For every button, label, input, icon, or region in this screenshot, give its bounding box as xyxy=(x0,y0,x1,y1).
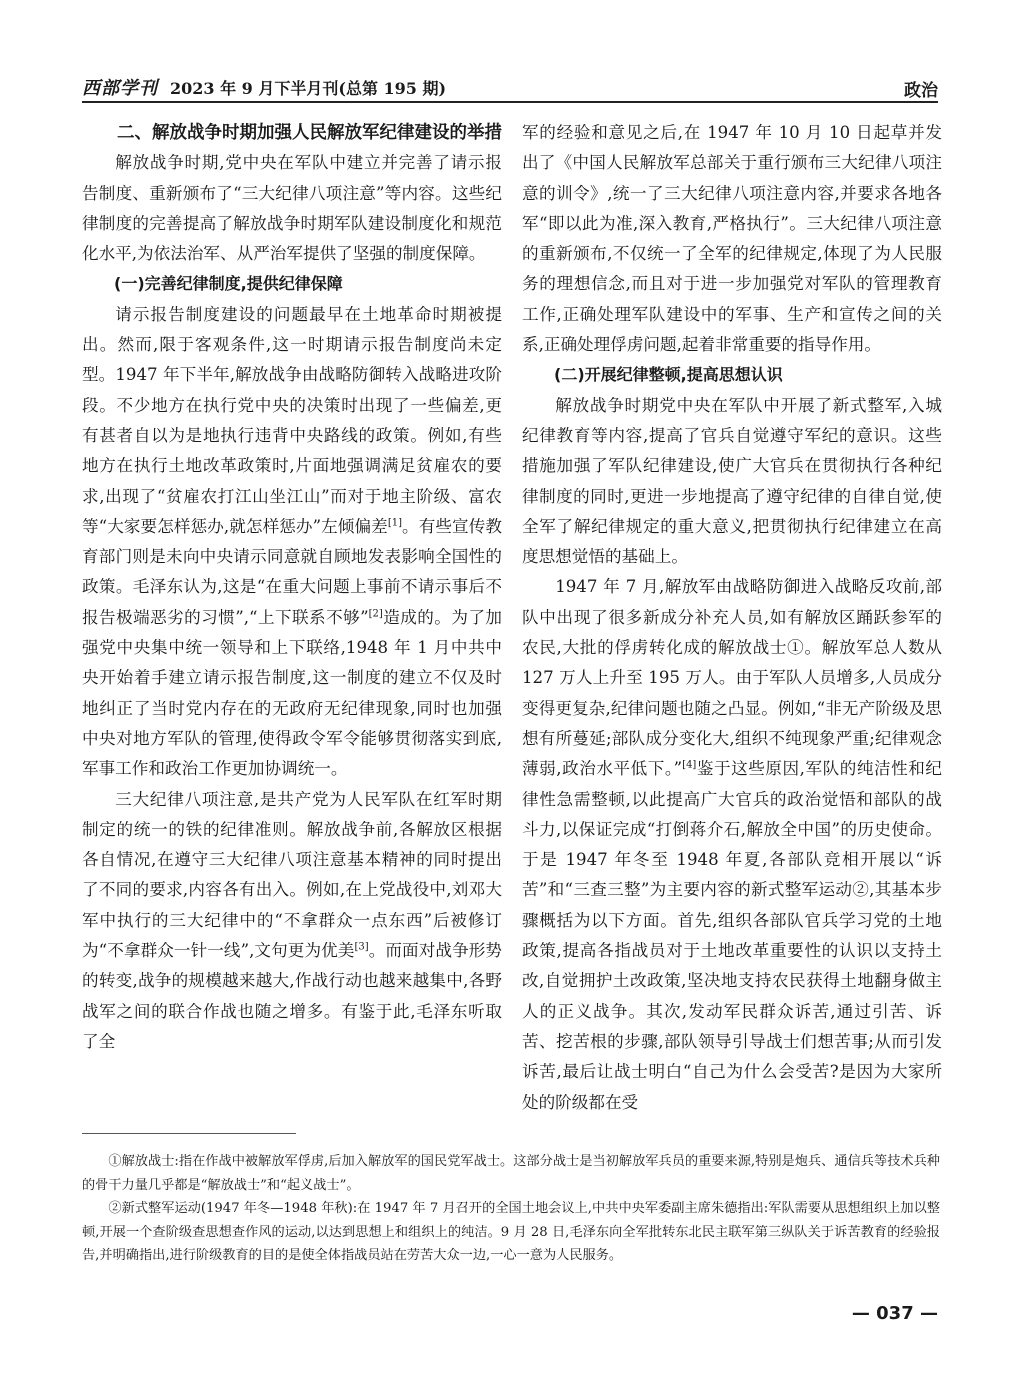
text-segment: 三大纪律八项注意,是共产党为人民军队在红军时期制定的统一的铁的纪律准则。解放战争前,各解放区根据各自情况,在遵守三大纪律八项注意基本精神的同时提出了不同的要求,内容各有出入。例如,在上党战役中,刘邓大军中执行的三大纪律中的“不拿群众一点东西”后被修订为“不拿群众一针一线”,文句更为优美 xyxy=(82,789,502,961)
footnote-2: ②新式整军运动(1947 年冬—1948 年秋):在 1947 年 7 月召开的全国土地会议上,中共中央军委副主席朱德指出:军队需要从思想组织上加以整顿,开展一个查阶级查思想查作风的运动,以达到思想上和组织上的纯洁。9 月 28 日,毛泽东向全军批转东北民主联军第三纵队关于诉苦教育的经验报告,并明确指出,进行阶级教育的目的是使全体指战员站在劳苦大众一边,一心一意为人民服务。 xyxy=(82,1201,940,1263)
left-column xyxy=(82,118,502,1057)
text-segment: 鉴于这些原因,军队的纯洁性和纪律性急需整顿,以此提高广大官兵的政治觉悟和部队的战斗力,以保证完成“打倒蒋介石,解放全中国”的历史使命。于是 1947 年冬至 1948 年夏,各部队竞相开展以“诉苦”和“三查三整”为主要内容的新式整军运动②,其基本步骤概括为以下方面。首先,组织各部队官兵学习党的土地政策,提高各指战员对于土地改革重要性的认识以支持土改,自觉拥护土改政策,坚决地支持农民获得土地翻身做主人的正义战争。其次,发动军民群众诉苦,通过引苦、诉苦、挖苦根的步骤,部队领导引导战士们想苦事;从而引发诉苦,最后让战士明白“自己为什么会受苦?是因为大家所处的阶级都在受 xyxy=(522,759,942,1112)
paragraph-three-rules xyxy=(82,785,502,1058)
footnote-rule xyxy=(82,1133,296,1134)
page-number: — 037 — xyxy=(851,1303,938,1324)
text-segment: 造成的。为了加强党中央集中统一领导和上下联络,1948 年 1 月中共中央开始着手建立请示报告制度,这一制度的建立不仅及时地纠正了当时党内存在的无政府无纪律现象,同时也加强中央对地方军队的管理,使得政令军令能够贯彻落实到底,军事工作和政治工作更加协调统一。 xyxy=(82,607,502,779)
citation-2: [2] xyxy=(368,608,383,620)
footnote-1: ①解放战士:指在作战中被解放军俘虏,后加入解放军的国民党军战士。这部分战士是当初解放军兵员的重要来源,特别是炮兵、通信兵等技术兵种的骨干力量几乎都是“解放战士”和“起义战士”。 xyxy=(82,1154,940,1193)
text-segment: 。而面对战争形势的转变,战争的规模越来越大,作战行动也越来越集中,各野战军之间的联合作战也随之增多。有鉴于此,毛泽东听取了全 xyxy=(82,941,503,1051)
section-heading: 二、解放战争时期加强人民解放军纪律建设的举措 xyxy=(117,123,502,143)
journal-logo: 西部学刊 xyxy=(82,78,158,99)
text-segment: 1947 年 7 月,解放军由战略防御进入战略反攻前,部队中出现了很多新成分补充人员,如有解放区踊跃参军的农民,大批的俘虏转化成的解放战士①。解放军总人数从 127 万人上升至 195 万人。由于军队人员增多,人员成分变得更复杂,纪律问题也随之凸显。例如,“非无产阶级及思想有所蔓延;部队成分变化大,组织不纯现象严重;纪律观念薄弱,政治水平低下。” xyxy=(522,577,942,779)
header-rule xyxy=(82,101,938,103)
paragraph-continued: 军的经验和意见之后,在 1947 年 10 月 10 日起草并发出了《中国人民解放军总部关于重行颁布三大纪律八项注意的训令》,统一了三大纪律八项注意内容,并要求各地各军“即以此为准,深入教育,严格执行”。三大纪律八项注意的重新颁布,不仅统一了全军的纪律规定,体现了为人民服务的理想信念,而且对于进一步加强党对军队的管理教育工作,正确处理军队建设中的军事、生产和宣传之间的关系,正确处理俘虏问题,起着非常重要的指导作用。 xyxy=(522,123,942,355)
citation-3: [3] xyxy=(354,941,369,953)
paragraph-rectification: 解放战争时期党中央在军队中开展了新式整军,入城纪律教育等内容,提高了官兵自觉遵守军纪的意识。这些措施加强了军队纪律建设,使广大官兵在贯彻执行各种纪律制度的同时,更进一步地提高了遵守纪律的自律自觉,使全军了解纪律规定的重大意义,把贯彻执行纪律建立在高度思想觉悟的基础上。 xyxy=(522,395,942,567)
paragraph-1947 xyxy=(522,572,942,1117)
page-header xyxy=(82,70,938,102)
paragraph-intro: 解放战争时期,党中央在军队中建立并完善了请示报告制度、重新颁布了“三大纪律八项注意”等内容。这些纪律制度的完善提高了解放战争时期军队建设制度化和规范化水平,为依法治军、从严治军提供了坚强的制度保障。 xyxy=(82,153,502,264)
section-name: 政治 xyxy=(904,81,938,101)
right-column xyxy=(522,118,942,1118)
paragraph-report-system xyxy=(82,300,502,785)
text-segment: 。有些宣传教育部门则是未向中央请示同意就自顾地发表影响全国性的政策。毛泽东认为,这是“在重大问题上事前不请示事后不报告极端恶劣的习惯”,“上下联系不够” xyxy=(82,516,502,627)
subheading-1: (一)完善纪律制度,提供纪律保障 xyxy=(114,274,343,294)
footnotes xyxy=(82,1150,940,1268)
issue-info: 2023 年 9 月下半月刊(总第 195 期) xyxy=(170,79,447,98)
text-segment: 请示报告制度建设的问题最早在土地革命时期被提出。然而,限于客观条件,这一时期请示报告制度尚未定型。1947 年下半年,解放战争由战略防御转入战略进攻阶段。不少地方在执行党中央的决策时出现了一些偏差,更有甚者自以为是地执行违背中央路线的政策。例如,有些地方在执行土地改革政策时,片面地强调满足贫雇农的要求,出现了“贫雇农打江山坐江山”而对于地主阶级、富农等“大家要怎样惩办,就怎样惩办”左倾偏差 xyxy=(82,304,502,536)
subheading-2: (二)开展纪律整顿,提高思想认识 xyxy=(554,365,783,385)
citation-4: [4] xyxy=(682,759,697,771)
citation-1: [1] xyxy=(387,517,402,529)
